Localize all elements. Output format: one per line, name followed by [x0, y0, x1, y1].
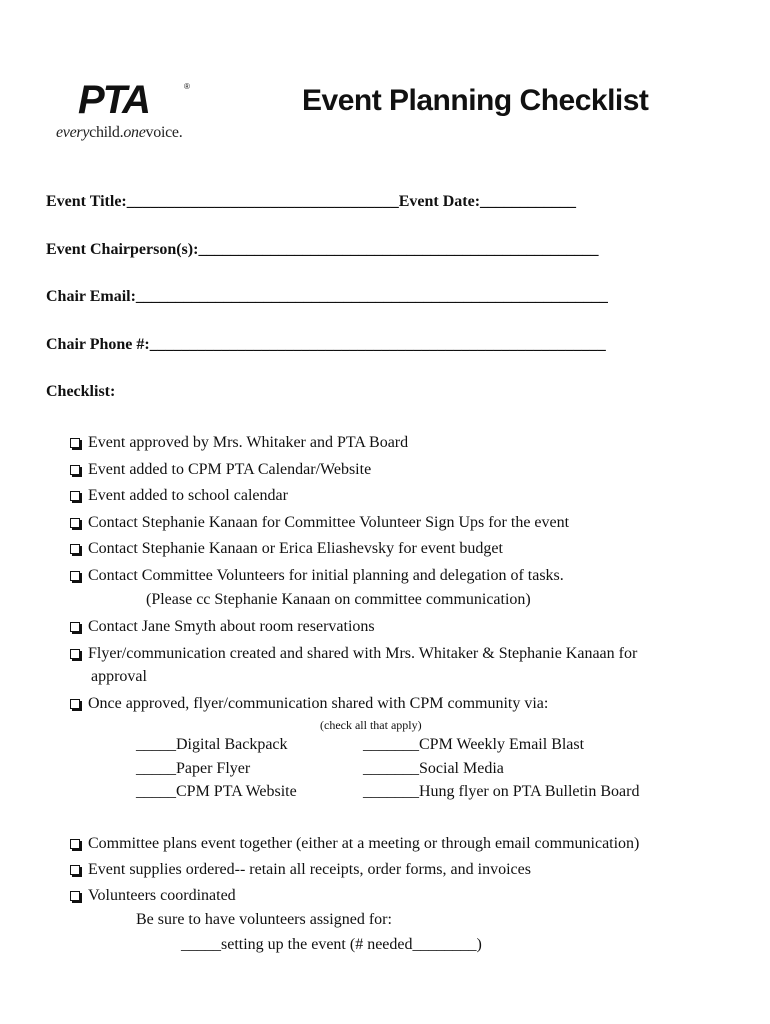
channel-email-blast[interactable]: _______CPM Weekly Email Blast [363, 736, 585, 753]
checklist-item[interactable] [70, 514, 569, 532]
pta-logo [56, 80, 216, 150]
cc-note: (Please cc Stephanie Kanaan on committee communication) [146, 591, 531, 608]
checklist-item-label: Event supplies ordered-- retain all receipts, order forms, and invoices [88, 861, 531, 878]
checklist-item[interactable] [70, 861, 531, 879]
event-title-field[interactable]: Event Title:__________________________________Event Date:____________ [46, 193, 577, 210]
pta-logo-mark: PTA [78, 78, 150, 122]
checklist-item[interactable] [70, 835, 639, 853]
checklist-item-label: Once approved, flyer/communication shared with CPM community via: [88, 695, 549, 712]
tagline-child: child. [89, 124, 124, 141]
checklist-item[interactable] [70, 887, 236, 905]
chair-email-field[interactable]: Chair Email:___________________________________________________________ [46, 288, 608, 305]
pta-tagline [56, 124, 182, 142]
checklist-item-label: Flyer/communication created and shared with Mrs. Whitaker & Stephanie Kanaan for [88, 645, 638, 662]
checklist-item-label: Event added to CPM PTA Calendar/Website [88, 461, 372, 478]
checkbox-icon[interactable] [70, 891, 80, 901]
checklist-item-label: Committee plans event together (either at a meeting or through email communication) [88, 835, 640, 852]
checklist-item[interactable] [70, 434, 408, 452]
checklist-item-label: Contact Stephanie Kanaan or Erica Eliashevsky for event budget [88, 540, 503, 557]
check-all-note: (check all that apply) [320, 718, 422, 732]
checkbox-icon[interactable] [70, 491, 80, 501]
checklist-item-label: Contact Jane Smyth about room reservations [88, 618, 375, 635]
checklist-item[interactable] [70, 695, 548, 713]
tagline-every: every [56, 124, 90, 141]
approval-continuation: approval [91, 668, 147, 685]
checklist-item-label: Contact Committee Volunteers for initial planning and delegation of tasks. [88, 567, 564, 584]
chair-phone-field[interactable]: Chair Phone #:_________________________________________________________ [46, 336, 606, 353]
checkbox-icon[interactable] [70, 699, 80, 709]
checklist-item-label: Event approved by Mrs. Whitaker and PTA Board [88, 434, 409, 451]
checkbox-icon[interactable] [70, 571, 80, 581]
channel-social-media[interactable]: _______Social Media [363, 760, 504, 777]
chairperson-field[interactable]: Event Chairperson(s):__________________________________________________ [46, 241, 599, 258]
checklist-item[interactable] [70, 487, 288, 505]
checkbox-icon[interactable] [70, 865, 80, 875]
checkbox-icon[interactable] [70, 518, 80, 528]
channel-pta-website[interactable]: _____CPM PTA Website [136, 783, 297, 800]
checkbox-icon[interactable] [70, 465, 80, 475]
checklist-item[interactable] [70, 618, 375, 636]
checklist-item[interactable] [70, 540, 503, 558]
checkbox-icon[interactable] [70, 438, 80, 448]
channel-paper-flyer[interactable]: _____Paper Flyer [136, 760, 251, 777]
tagline-one: one [123, 124, 146, 141]
volunteers-assigned-note: Be sure to have volunteers assigned for: [136, 911, 392, 928]
checklist-item[interactable] [70, 645, 637, 663]
checkbox-icon[interactable] [70, 839, 80, 849]
page-title: Event Planning Checklist [302, 84, 649, 117]
channel-digital-backpack[interactable]: _____Digital Backpack [136, 736, 288, 753]
checkbox-icon[interactable] [70, 544, 80, 554]
checklist-heading: Checklist: [46, 383, 116, 400]
tagline-voice: voice. [145, 124, 183, 141]
registered-mark: ® [184, 82, 190, 91]
checklist-item[interactable] [70, 567, 564, 585]
checkbox-icon[interactable] [70, 622, 80, 632]
checkbox-icon[interactable] [70, 649, 80, 659]
checklist-item[interactable] [70, 461, 371, 479]
setting-up-field[interactable]: _____setting up the event (# needed________) [181, 936, 482, 953]
checklist-item-label: Contact Stephanie Kanaan for Committee Volunteer Sign Ups for the event [88, 514, 570, 531]
checklist-item-label: Volunteers coordinated [88, 887, 236, 904]
channel-bulletin-board[interactable]: _______Hung flyer on PTA Bulletin Board [363, 783, 640, 800]
checklist-item-label: Event added to school calendar [88, 487, 288, 504]
